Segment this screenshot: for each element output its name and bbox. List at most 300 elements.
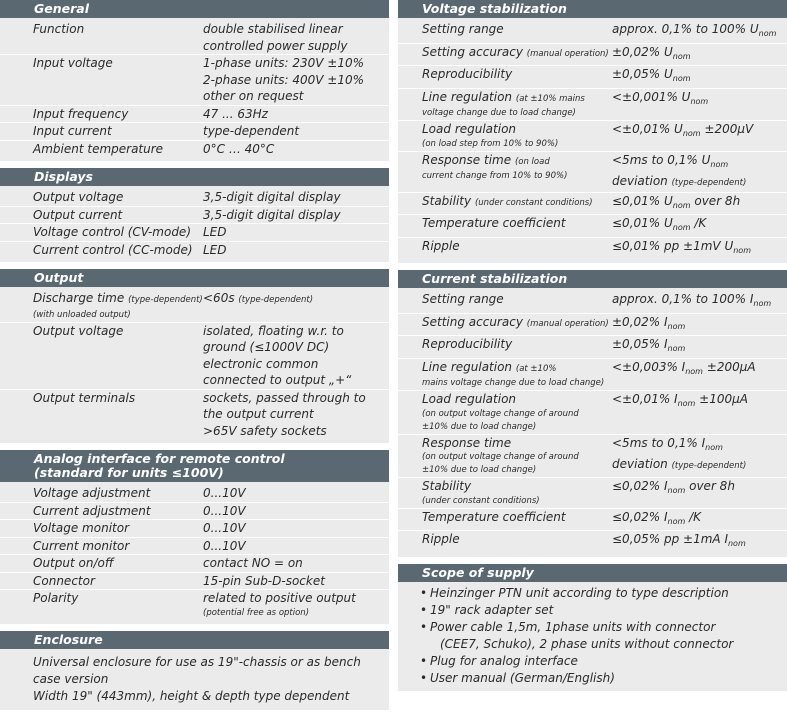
spec-value-line	[203, 38, 389, 55]
spec-row	[398, 478, 787, 509]
spec-row	[0, 573, 389, 591]
spec-value-line	[612, 314, 787, 336]
spec-label-text: Temperature coefficient	[422, 216, 566, 230]
spec-value-line	[612, 89, 787, 111]
spec-label-sub: (on load step from 10% to 90%)	[422, 138, 559, 149]
spec-label	[398, 336, 612, 358]
section-header	[0, 450, 389, 482]
spec-value-subscript: nom	[727, 539, 746, 548]
spec-value	[612, 66, 787, 88]
spec-label-sub: mains voltage change due to load change)	[422, 378, 605, 388]
spec-label	[398, 44, 612, 66]
spec-value	[203, 207, 389, 224]
spec-row	[0, 123, 389, 141]
spec-row	[0, 538, 389, 556]
spec-row	[0, 55, 389, 106]
spec-label-text: Voltage adjustment	[33, 486, 151, 500]
spec-value	[612, 291, 787, 313]
spec-value-text: ±0,05% I	[612, 337, 668, 351]
section-enclosure	[0, 631, 389, 710]
spec-label	[0, 555, 203, 572]
spec-label	[0, 189, 203, 206]
spec-value	[203, 21, 389, 54]
spec-label	[398, 391, 612, 434]
section-title: Current stabilization	[422, 271, 568, 286]
spec-label-text: Input frequency	[33, 106, 129, 121]
spec-label-text: Output voltage	[33, 323, 124, 338]
spec-value-text: 1-phase units: 230V ±10%	[203, 56, 365, 70]
spec-value-text: ±0,02% I	[612, 314, 668, 329]
spec-label-text: Reproducibility	[422, 337, 513, 351]
spec-value-text: other on request	[203, 89, 304, 103]
spec-label-text: Response time	[422, 152, 512, 167]
spec-value-text: controlled power supply	[203, 38, 348, 53]
spec-label	[398, 435, 612, 478]
section-displays	[0, 168, 389, 262]
spec-label	[0, 290, 203, 322]
spec-value-note: (type-dependent)	[238, 295, 314, 305]
spec-value-text: LED	[203, 242, 227, 257]
spec-value-subscript: nom	[685, 366, 703, 376]
section-analog-interface-for-remote-control	[0, 450, 389, 624]
spec-value-subscript: nom	[677, 399, 696, 408]
spec-value-text: deviation	[612, 457, 668, 471]
spec-value-text: ±0,05% U	[612, 67, 673, 81]
spec-value	[203, 141, 389, 158]
spec-value-subscript: nom	[758, 29, 777, 38]
spec-value	[203, 485, 389, 502]
section-title: Voltage stabilization	[422, 1, 567, 16]
spec-value-subscript: nom	[672, 200, 691, 210]
spec-value-line	[203, 372, 389, 389]
spec-value-subscript: nom	[667, 516, 686, 526]
spec-value	[612, 531, 787, 553]
spec-label-text: Connector	[33, 573, 95, 588]
spec-value-text: 0...10V	[203, 538, 246, 553]
section-title: General	[34, 1, 89, 16]
spec-value-line	[203, 55, 389, 72]
spec-label-text: Stability	[422, 479, 472, 493]
spec-row	[398, 435, 787, 479]
spec-value-line	[612, 193, 787, 215]
spec-label-sub: voltage change due to load change)	[422, 108, 576, 118]
spec-label-note: (at ±10%	[515, 363, 557, 374]
text-line: Universal enclosure for use as 19"-chassis or as bench	[33, 654, 361, 669]
spec-row	[398, 89, 787, 122]
spec-value-text: >65V safety sockets	[203, 423, 327, 438]
spec-value	[203, 242, 389, 259]
spec-value-text: 0...10V	[203, 521, 246, 535]
spec-value-line	[612, 21, 787, 43]
spec-value-line	[612, 291, 787, 313]
spec-row	[398, 121, 787, 152]
spec-value-after: ±200µV	[700, 122, 754, 136]
spec-value-line	[612, 359, 787, 381]
section-title: Enclosure	[34, 631, 103, 647]
section-title: Output	[34, 270, 84, 285]
spec-value-after: ±200µA	[702, 359, 756, 374]
spec-value	[203, 555, 389, 572]
bullet-item: • Power cable 1,5m, 1phase units with connector	[420, 619, 777, 636]
spec-value	[203, 323, 389, 389]
spec-label-sub2: ±10% due to load change)	[422, 421, 537, 432]
spec-value-line	[612, 44, 787, 66]
spec-value-line	[203, 189, 389, 206]
spec-value-line	[612, 391, 787, 413]
spec-label-text: Setting range	[422, 22, 504, 36]
spec-rows	[0, 18, 389, 161]
spec-value	[612, 359, 787, 391]
spec-row	[398, 509, 787, 532]
spec-label	[0, 242, 203, 259]
spec-row	[0, 290, 389, 323]
spec-value-text: ≤0,01% U	[612, 216, 673, 230]
spec-label	[398, 531, 612, 553]
spec-label	[398, 21, 612, 43]
section-current-stabilization	[398, 270, 787, 557]
spec-row	[0, 390, 389, 440]
spec-row	[398, 531, 787, 553]
spec-value-text: approx. 0,1% to 100% I	[612, 292, 754, 306]
spec-row	[0, 189, 389, 207]
spec-value-note: (type-dependent)	[671, 178, 747, 188]
spec-value-line	[203, 538, 389, 555]
spec-value-line	[203, 242, 389, 259]
spec-value-text: ≤0,01% U	[612, 193, 673, 208]
spec-label-text: Load regulation	[422, 122, 517, 136]
spec-value-line	[612, 152, 787, 174]
spec-row	[398, 238, 787, 260]
spec-value-subscript: nom	[672, 51, 691, 61]
spec-value	[612, 193, 787, 215]
spec-value	[612, 152, 787, 192]
bullet-item: • User manual (German/English)	[420, 670, 777, 687]
spec-label	[0, 323, 203, 389]
spec-row	[0, 590, 389, 620]
text-line: Width 19" (443mm), height & depth type dependent	[33, 688, 350, 703]
spec-value-text: 3,5-digit digital display	[203, 190, 341, 204]
spec-row	[0, 520, 389, 538]
spec-value-line	[612, 336, 787, 358]
spec-value-subscript: nom	[667, 321, 686, 331]
spec-value-line	[203, 406, 389, 423]
spec-label-sub: (under constant conditions)	[422, 495, 540, 506]
text-line: case version	[33, 671, 109, 686]
spec-value-text: approx. 0,1% to 100% U	[612, 22, 759, 36]
spec-label-text: Polarity	[33, 591, 79, 605]
section-subtitle: (standard for units ≤100V)	[34, 465, 224, 480]
spec-label-text: Response time	[422, 435, 512, 450]
spec-value-line	[203, 485, 389, 502]
spec-value-after: /K	[690, 216, 707, 230]
spec-row	[0, 503, 389, 521]
spec-label	[0, 390, 203, 440]
spec-label	[398, 66, 612, 88]
spec-value	[203, 123, 389, 140]
spec-value	[612, 121, 787, 151]
spec-label-text: Current adjustment	[33, 503, 151, 518]
bullet-item: (CEE7, Schuko), 2 phase units without connector	[440, 636, 734, 651]
spec-label	[0, 590, 203, 620]
section-title: Analog interface for remote control	[34, 451, 285, 466]
spec-value-line	[203, 503, 389, 520]
spec-value	[612, 336, 787, 358]
spec-value-text: type-dependent	[203, 124, 300, 138]
bullet-list	[398, 582, 787, 691]
section-general	[0, 0, 389, 161]
spec-row	[398, 152, 787, 193]
spec-row	[398, 391, 787, 435]
spec-value-text: double stabilised linear	[203, 22, 343, 36]
spec-label-text: Temperature coefficient	[422, 509, 566, 524]
spec-value-line	[203, 207, 389, 224]
spec-value-subscript: nom	[690, 96, 709, 106]
spec-row	[0, 106, 389, 124]
spec-value	[612, 314, 787, 336]
spec-label-text: Ambient temperature	[33, 141, 164, 156]
spec-label-text: Line regulation	[422, 89, 513, 104]
spec-value-text: contact NO = on	[203, 556, 303, 570]
spec-label-text: Output terminals	[33, 390, 136, 405]
spec-label-sub2: ±10% due to load change)	[422, 465, 537, 475]
spec-value-after: ±100µA	[695, 392, 748, 406]
spec-value-subscript: nom	[682, 129, 701, 138]
spec-value	[203, 503, 389, 520]
spec-value	[612, 215, 787, 237]
spec-value-sub: (potential free as option)	[203, 607, 310, 618]
spec-value-text: ≤0,05% pp ±1mA I	[612, 532, 728, 546]
section-header	[0, 631, 389, 649]
spec-value-text: electronic common	[203, 356, 319, 371]
spec-label	[398, 509, 612, 531]
spec-label	[398, 291, 612, 313]
spec-row	[0, 485, 389, 503]
spec-label-text: Voltage monitor	[33, 521, 130, 535]
spec-label	[0, 106, 203, 123]
spec-row	[0, 141, 389, 158]
spec-value	[612, 44, 787, 66]
spec-label	[398, 359, 612, 391]
right-column	[398, 0, 787, 698]
spec-label	[0, 503, 203, 520]
spec-value-text: <60s	[203, 291, 235, 305]
spec-value-subscript: nom	[710, 159, 729, 169]
spec-label	[0, 55, 203, 105]
spec-label	[398, 121, 612, 151]
spec-value-line	[203, 423, 389, 440]
spec-label-text: Stability	[422, 193, 472, 208]
spec-value-line	[203, 390, 389, 407]
spec-label-text: Ripple	[422, 532, 460, 546]
spec-value-line	[203, 356, 389, 373]
spec-value-line	[612, 478, 787, 500]
spec-label-note: (type-dependent)	[128, 295, 203, 305]
spec-value-text: ≤0,02% I	[612, 479, 668, 493]
spec-label-text: Function	[33, 22, 85, 36]
section-text	[0, 649, 389, 710]
spec-label-text: Discharge time	[33, 291, 125, 305]
spec-value	[203, 590, 389, 620]
spec-label	[398, 215, 612, 237]
spec-value	[203, 390, 389, 440]
spec-label	[0, 123, 203, 140]
spec-label	[398, 478, 612, 508]
section-title: Scope of supply	[422, 564, 534, 580]
spec-value-line	[203, 290, 389, 309]
spec-label-note: (manual operation)	[526, 48, 609, 59]
spec-row	[398, 336, 787, 359]
bullet-item: • Plug for analog interface	[420, 653, 777, 670]
spec-value-subscript: nom	[672, 223, 691, 232]
spec-label	[398, 89, 612, 121]
spec-value-text: ≤0,02% I	[612, 509, 668, 524]
spec-value-line	[612, 456, 787, 475]
spec-label-text: Input current	[33, 124, 112, 138]
spec-value-subscript: nom	[753, 299, 772, 308]
spec-value-text: <±0,003% I	[612, 359, 686, 374]
spec-value-text: the output current	[203, 407, 314, 421]
spec-value-note: (type-dependent)	[671, 461, 747, 471]
spec-value-line	[612, 531, 787, 553]
spec-label-note: (manual operation)	[526, 318, 609, 329]
spec-row	[0, 21, 389, 55]
spec-row	[398, 215, 787, 238]
spec-row	[398, 193, 787, 216]
spec-label-note: (on load	[514, 156, 550, 167]
spec-label-note: (under constant conditions)	[474, 197, 593, 208]
spec-value-text: ≤0,01% pp ±1mV U	[612, 238, 734, 253]
spec-rows	[0, 287, 389, 443]
spec-value-text: ±0,02% U	[612, 44, 673, 59]
spec-value-text: 0°C … 40°C	[203, 141, 275, 156]
spec-row	[398, 291, 787, 314]
bullet-item: • 19" rack adapter set	[420, 602, 777, 619]
spec-value	[612, 435, 787, 478]
section-scope-of-supply	[398, 564, 787, 691]
spec-row	[398, 44, 787, 67]
spec-label-text: Output voltage	[33, 190, 124, 204]
spec-label-sub: (on output voltage change of around	[422, 408, 579, 419]
spec-label-text: Output on/off	[33, 556, 114, 570]
spec-label	[0, 538, 203, 555]
spec-value	[203, 189, 389, 206]
section-header	[0, 0, 389, 18]
spec-value	[612, 89, 787, 121]
spec-label-text: Setting accuracy	[422, 314, 523, 329]
section-header	[398, 564, 787, 582]
spec-label	[0, 21, 203, 54]
bullet-item: • Heinzinger PTN unit according to type description	[420, 585, 777, 602]
spec-value	[612, 478, 787, 508]
spec-value-line	[203, 323, 389, 340]
spec-label-text: Current monitor	[33, 538, 130, 553]
spec-row	[398, 21, 787, 44]
spec-value-after: /K	[685, 509, 702, 524]
spec-value-line	[203, 590, 389, 607]
spec-label-text: Input voltage	[33, 56, 113, 70]
spec-value-text: 3,5-digit digital display	[203, 207, 341, 222]
spec-value-text: deviation	[612, 174, 668, 188]
section-voltage-stabilization	[398, 0, 787, 263]
spec-label-text: Output current	[33, 207, 123, 222]
spec-label-text: Load regulation	[422, 392, 517, 406]
spec-value-subscript: nom	[667, 344, 686, 353]
spec-value-line	[612, 121, 787, 143]
spec-value-after: over 8h	[685, 479, 735, 493]
spec-value	[203, 55, 389, 105]
spec-value	[203, 290, 389, 322]
spec-label-text: Ripple	[422, 238, 460, 253]
spec-rows	[398, 18, 787, 263]
spec-row	[398, 66, 787, 89]
spec-value-line	[612, 66, 787, 88]
section-header	[398, 0, 787, 18]
spec-label	[398, 314, 612, 336]
spec-label-text: Current control (CC-mode)	[33, 242, 193, 257]
spec-row	[0, 323, 389, 390]
spec-label	[0, 224, 203, 241]
spec-label	[398, 152, 612, 192]
spec-value	[612, 509, 787, 531]
spec-value-line	[203, 573, 389, 590]
spec-value-line	[203, 88, 389, 105]
spec-value-text: 0...10V	[203, 503, 246, 518]
spec-value-line	[612, 173, 787, 192]
spec-value-text: <5ms to 0,1% U	[612, 152, 711, 167]
spec-value-text: sockets, passed through to	[203, 390, 366, 405]
spec-value	[203, 224, 389, 241]
spec-label	[0, 141, 203, 158]
section-title: Displays	[34, 169, 93, 184]
section-header	[0, 269, 389, 287]
spec-value	[612, 238, 787, 260]
spec-value-line	[612, 238, 787, 260]
spec-label-text: Line regulation	[422, 359, 513, 374]
spec-value	[612, 391, 787, 434]
spec-value-subscript: nom	[733, 245, 751, 255]
spec-value-line	[203, 520, 389, 537]
spec-value-line	[612, 509, 787, 531]
spec-value-text: <5ms to 0,1% I	[612, 435, 706, 450]
spec-value	[612, 21, 787, 43]
spec-value-subscript: nom	[705, 442, 723, 452]
spec-label-sub: (with unloaded output)	[33, 309, 131, 320]
section-header	[0, 168, 389, 186]
spec-label	[0, 485, 203, 502]
spec-value-line	[203, 123, 389, 140]
spec-value	[203, 573, 389, 590]
left-column	[0, 0, 389, 717]
spec-value-line	[203, 141, 389, 158]
spec-value-line	[203, 555, 389, 572]
spec-row	[398, 314, 787, 337]
spec-value-subscript: nom	[672, 74, 691, 83]
spec-value-text: ground (≤1000V DC)	[203, 340, 330, 354]
spec-value-line	[203, 224, 389, 241]
spec-rows	[0, 482, 389, 624]
spec-label-text: Reproducibility	[422, 67, 513, 81]
spec-label	[0, 573, 203, 590]
spec-value-after: over 8h	[690, 193, 741, 208]
spec-value-text: 0...10V	[203, 486, 246, 500]
spec-value-line	[203, 72, 389, 89]
spec-row	[0, 555, 389, 573]
spec-label-sub: current change from 10% to 90%)	[422, 171, 568, 181]
spec-value-text: isolated, floating w.r. to	[203, 323, 344, 338]
spec-value-text: related to positive output	[203, 591, 356, 605]
spec-rows	[398, 288, 787, 557]
spec-value-text: <±0,001% U	[612, 89, 691, 104]
